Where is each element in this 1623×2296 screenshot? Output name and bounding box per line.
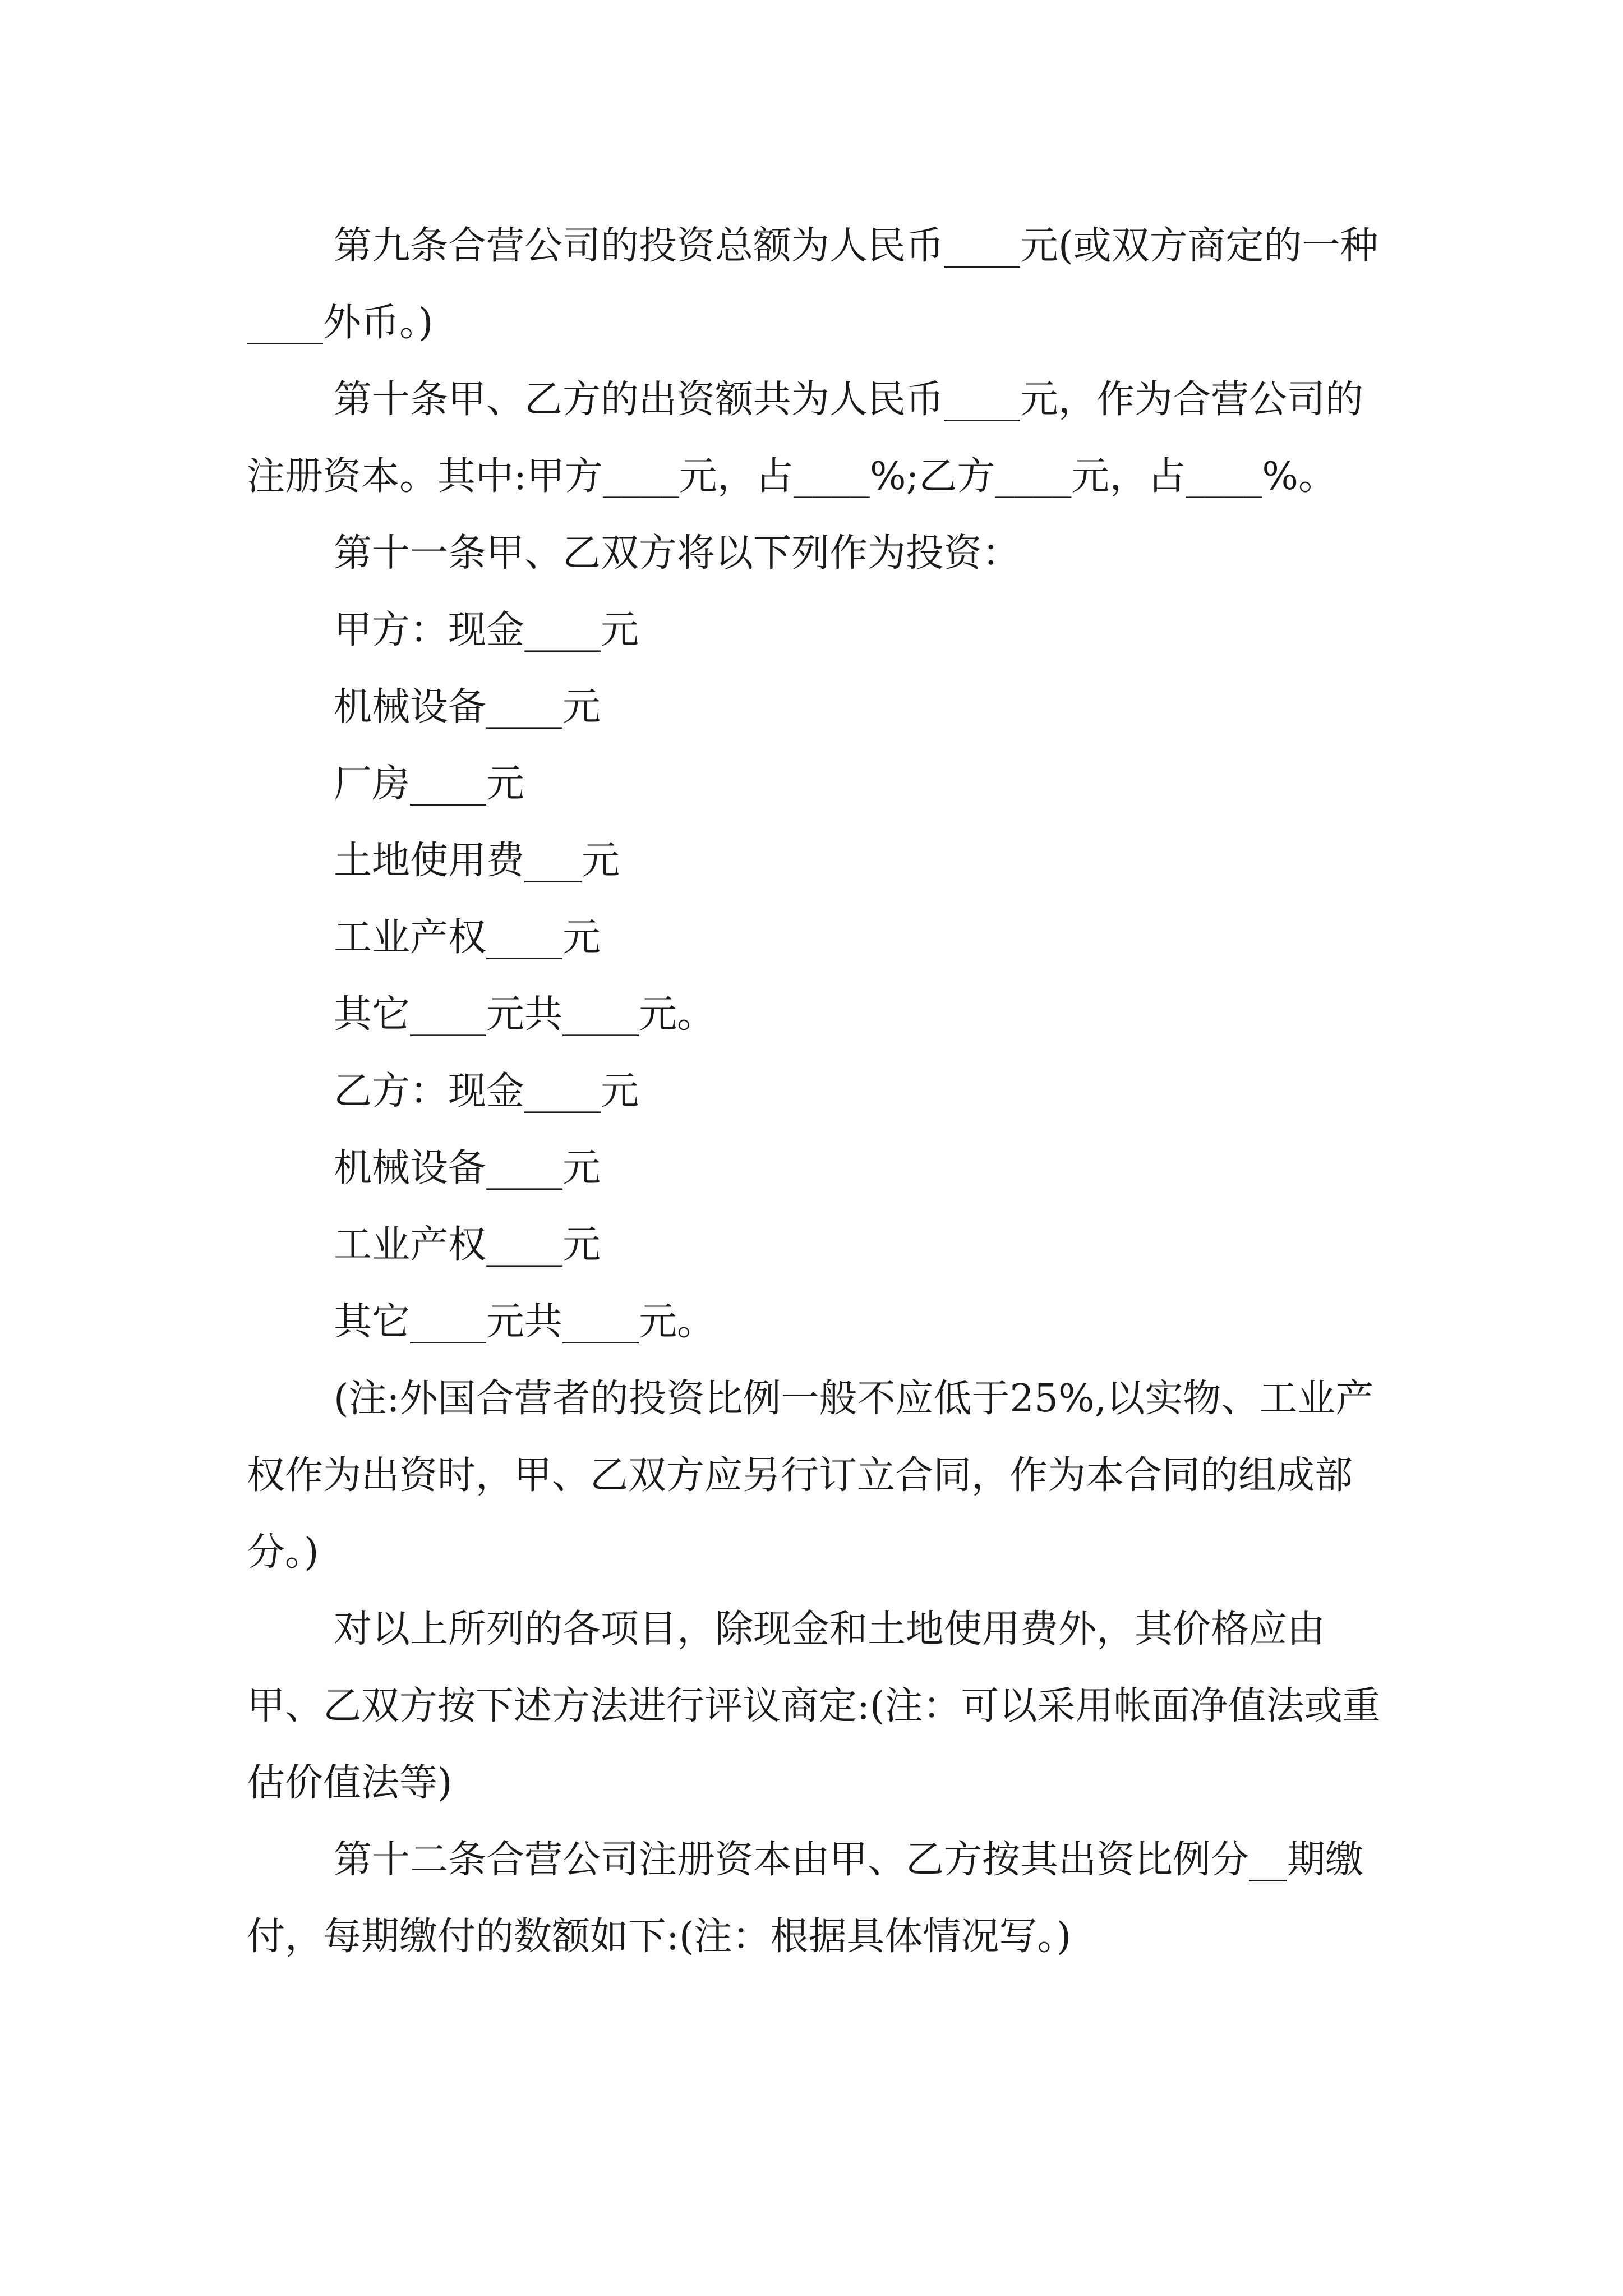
article-11-paragraph: 第十一条甲、乙双方将以下列作为投资：	[334, 531, 1021, 576]
article-10-paragraph: 第十条甲、乙方的出资额共为人民币____元，作为合营公司的注册资本。其中:甲方____元，占____%;乙方____元，占____%。	[247, 378, 1364, 499]
party-a-industrial-property-line: 工业产权____元	[334, 915, 601, 960]
article-12-paragraph: 第十二条合营公司注册资本由甲、乙方按其出资比例分__期缴付，每期缴付的数额如下:(注：根据具体情况写。)	[247, 1838, 1364, 1959]
party-b-other-line: 其它____元共____元。	[334, 1300, 716, 1344]
contract-text	[247, 208, 1391, 1975]
valuation-paragraph: 对以上所列的各项目，除现金和土地使用费外，其价格应由甲、乙双方按下述方法进行评议商定:(注：可以采用帐面净值法或重估价值法等)	[247, 1607, 1381, 1805]
party-b-cash-line: 乙方：现金____元	[334, 1069, 639, 1114]
party-a-machinery-line: 机械设备____元	[334, 685, 601, 729]
article-9-paragraph: 第九条合营公司的投资总额为人民币____元(或双方商定的一种____外币。)	[247, 224, 1378, 345]
party-a-land-use-fee-line: 土地使用费___元	[334, 839, 620, 883]
party-a-cash-line: 甲方：现金____元	[334, 608, 639, 652]
party-b-industrial-property-line: 工业产权____元	[334, 1223, 601, 1267]
party-a-other-line: 其它____元共____元。	[334, 992, 716, 1037]
party-a-factory-line: 厂房____元	[334, 762, 525, 806]
party-b-machinery-line: 机械设备____元	[334, 1146, 601, 1190]
foreign-investment-note: (注:外国合营者的投资比例一般不应低于25%,以实物、工业产权作为出资时，甲、乙双方应另行订立合同，作为本合同的组成部分。)	[247, 1377, 1374, 1575]
